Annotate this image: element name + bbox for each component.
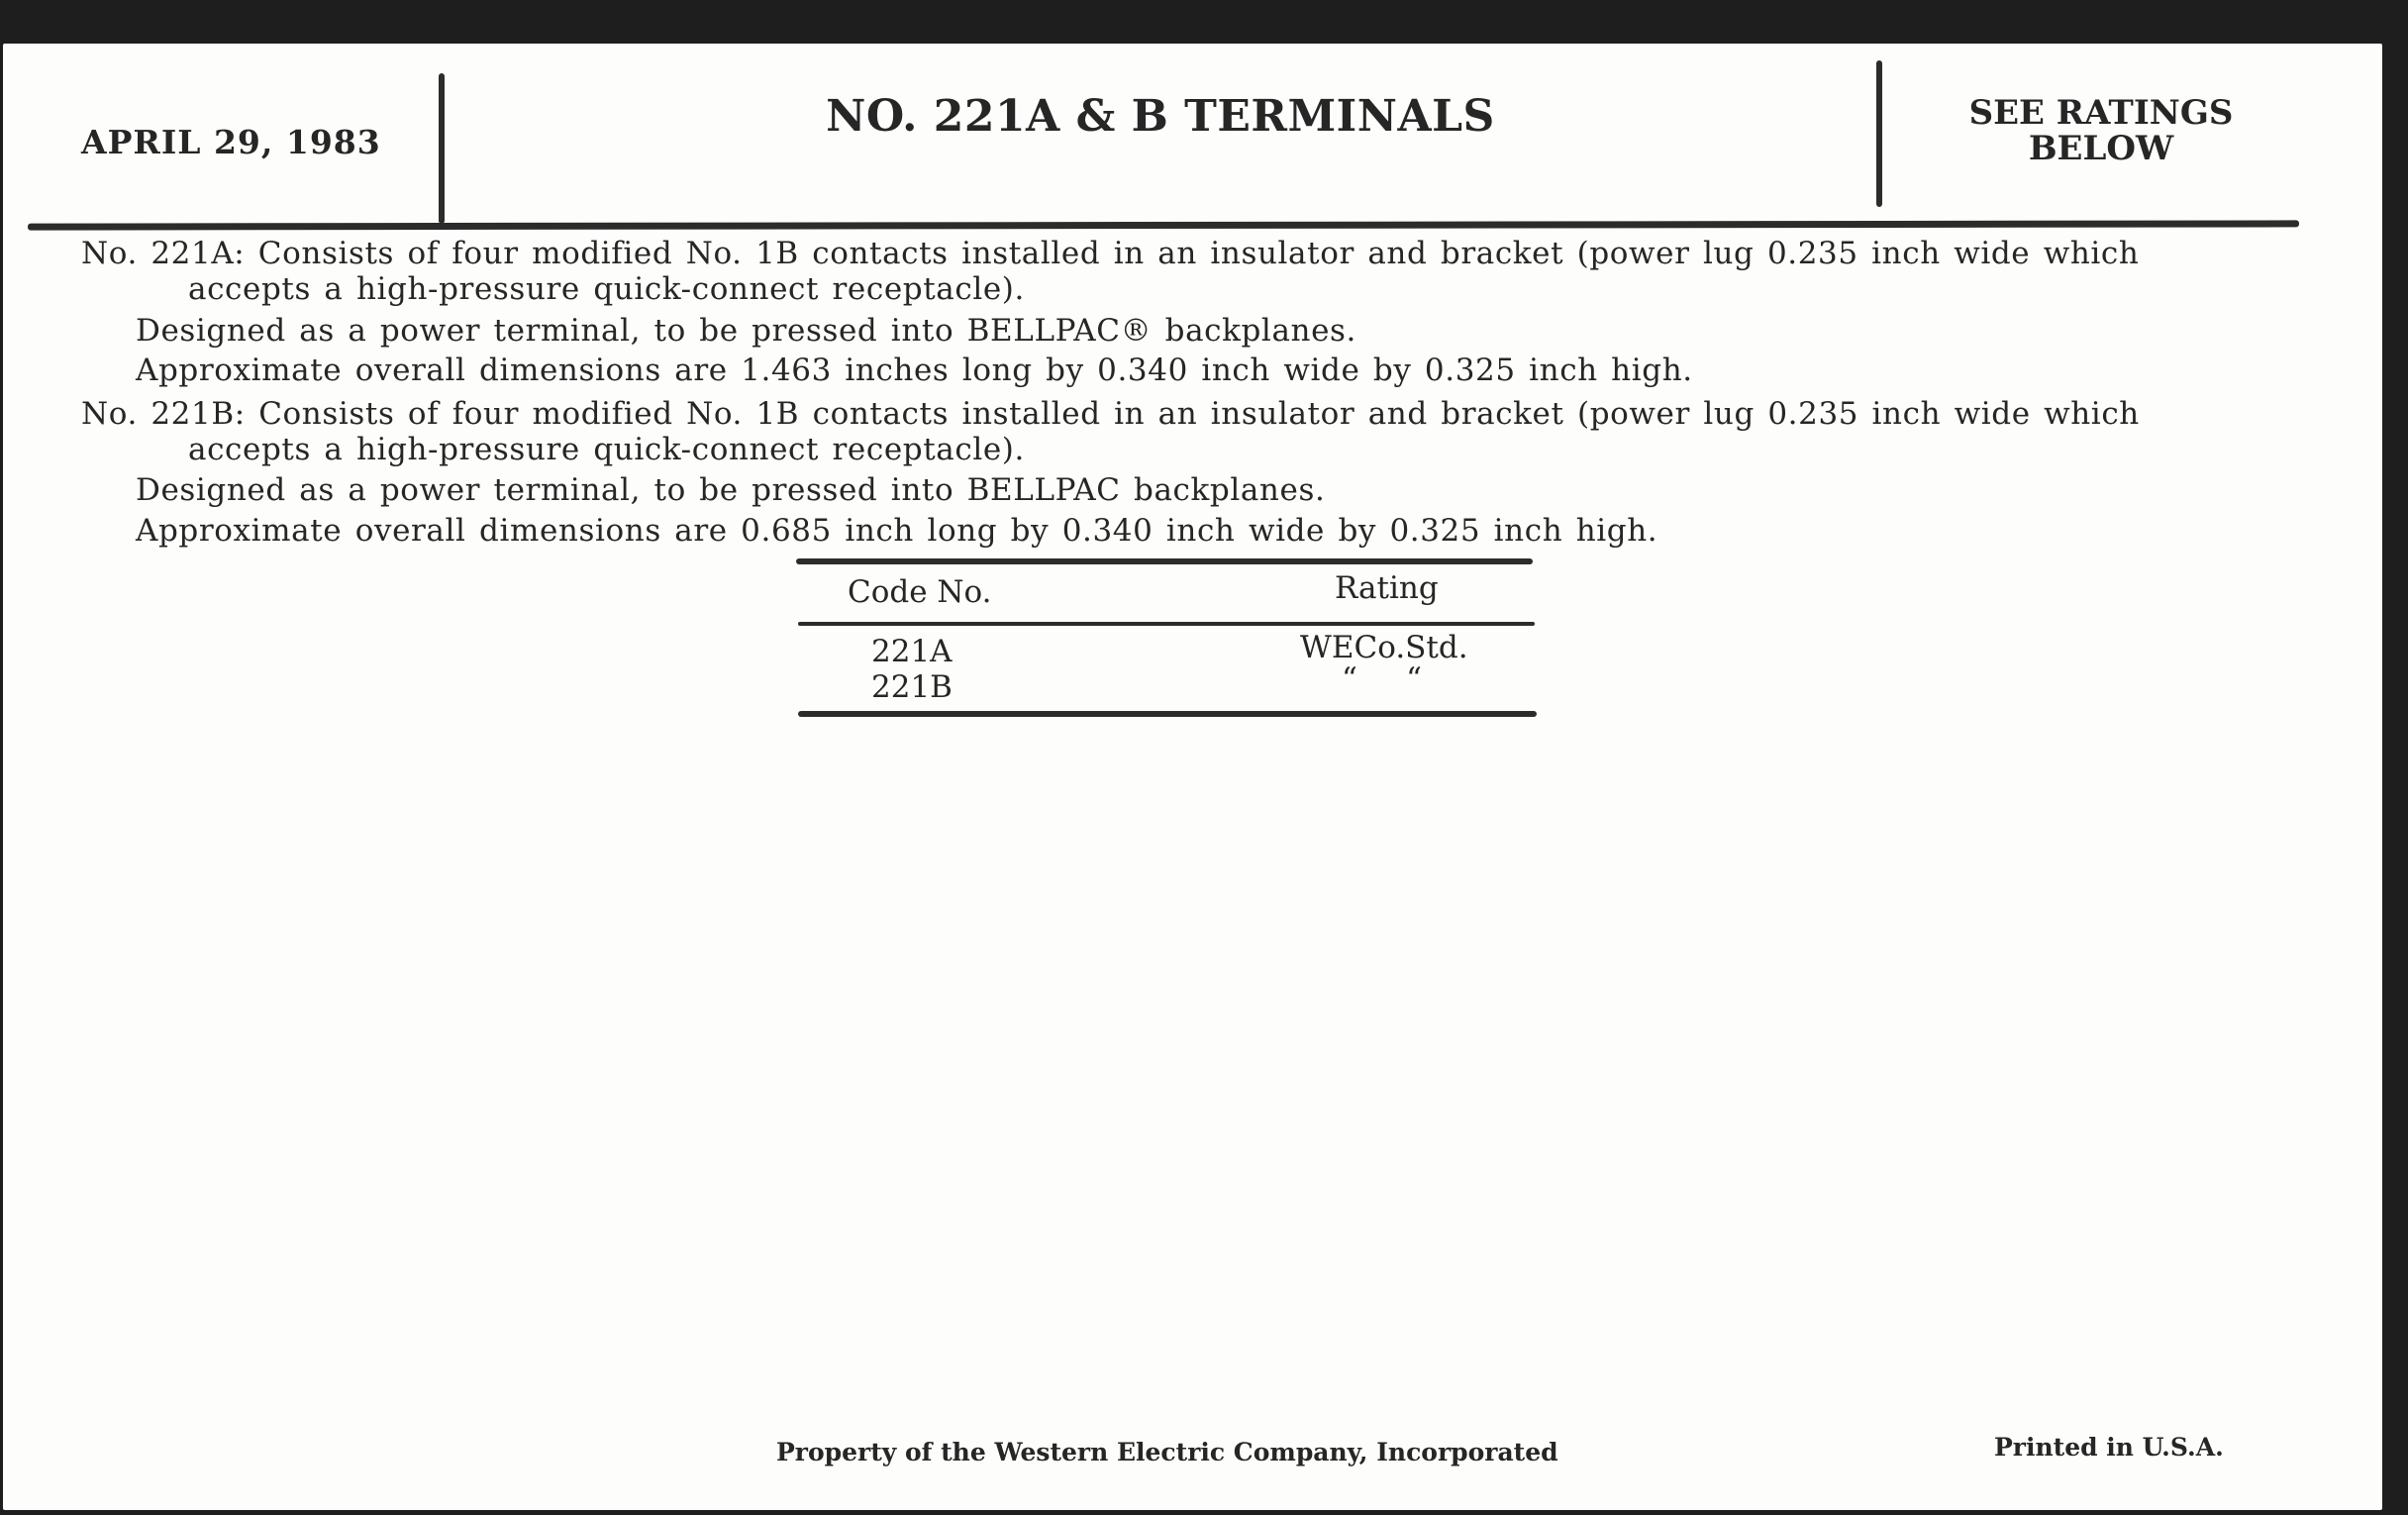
footer-property-note: Property of the Western Electric Company, Incorporated <box>776 1438 1558 1466</box>
desc-221a-line3: Designed as a power terminal, to be pressed into BELLPAC® backplanes. <box>136 313 1357 349</box>
footer-printed-note: Printed in U.S.A. <box>1994 1433 2224 1462</box>
desc-221b-line1: No. 221B: Consists of four modified No. 1B contacts installed in an insulator and bracket (power lug 0.235 inch wide which <box>81 396 2140 432</box>
table-cell-code: 221A <box>871 634 953 669</box>
rating-note <box>1883 95 2319 166</box>
table-header-rule <box>798 622 1535 626</box>
table-bottom-rule <box>798 711 1537 717</box>
column-header-rating: Rating <box>1335 570 1439 606</box>
page-title: NO. 221A & B TERMINALS <box>826 91 1495 142</box>
rating-note-line1: SEE RATINGS <box>1968 93 2234 133</box>
rating-note-line2: BELOW <box>2028 129 2174 168</box>
desc-221b-line2: accepts a high-pressure quick-connect receptacle). <box>188 432 1025 467</box>
table-cell-rating: “ “ <box>1342 661 1422 697</box>
table-top-rule <box>796 558 1533 564</box>
desc-221b-line3: Designed as a power terminal, to be pressed into BELLPAC backplanes. <box>136 472 1326 508</box>
desc-221a-line1: No. 221A: Consists of four modified No. 1B contacts installed in an insulator and bracket (power lug 0.235 inch wide which <box>81 236 2140 271</box>
issue-date: APRIL 29, 1983 <box>81 123 381 161</box>
desc-221a-line2: accepts a high-pressure quick-connect receptacle). <box>188 271 1025 307</box>
column-header-code: Code No. <box>848 574 992 610</box>
table-cell-rating: WECo.Std. <box>1300 630 1468 665</box>
table-cell-code: 221B <box>871 669 953 705</box>
desc-221b-line4: Approximate overall dimensions are 0.685 inch long by 0.340 inch wide by 0.325 inch high. <box>136 513 1658 549</box>
header-divider-right <box>1876 60 1882 207</box>
desc-221a-line4: Approximate overall dimensions are 1.463 inches long by 0.340 inch wide by 0.325 inch high. <box>136 353 1693 388</box>
